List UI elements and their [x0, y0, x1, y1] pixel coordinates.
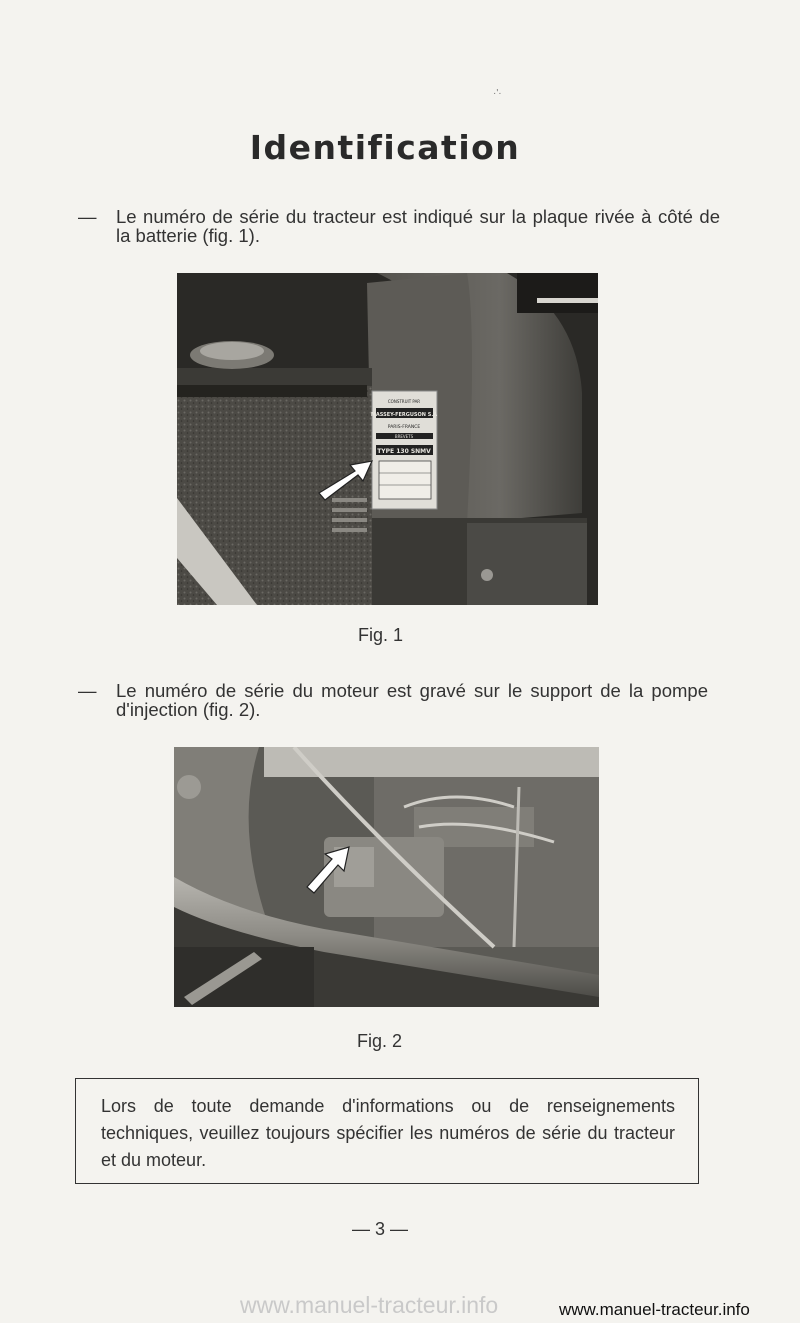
figure-2-caption: Fig. 2 — [357, 1031, 403, 1051]
plate-line-4: BREVETS — [394, 434, 414, 439]
tractor-serial-paragraph — [78, 207, 720, 249]
figure-1-caption: Fig. 1 — [358, 625, 404, 645]
watermark-gray: www.manuel-tracteur.info — [240, 1292, 499, 1318]
print-speck: ·'· — [493, 88, 502, 99]
plate-line-5: TYPE 130 SNMV — [377, 448, 431, 455]
bullet-dash: — — [78, 680, 97, 701]
paragraph-text: Le numéro de série du moteur est gravé sur le support de la pompe d'injection (fig. 2). — [116, 680, 708, 720]
engine-serial-paragraph — [78, 681, 708, 723]
plate-line-1: CONSTRUIT PAR — [387, 399, 421, 404]
figure-1-photo — [177, 273, 598, 605]
plate-line-2: MASSEY-FERGUSON S.A — [370, 412, 438, 418]
paragraph-text: Le numéro de série du tracteur est indiqué sur la plaque rivée à côté de la batterie (fig. 1). — [116, 206, 720, 246]
page-title: Identification — [249, 128, 521, 167]
plate-line-3: PARIS-FRANCE — [387, 425, 421, 430]
page-number: — 3 — — [352, 1219, 409, 1239]
info-box-text: Lors de toute demande d'informations ou de renseignements techniques, veuillez toujours spécifier les numéros de série du tracteur et du moteur. — [101, 1096, 675, 1170]
figure-2-photo — [174, 747, 599, 1007]
bullet-dash: — — [78, 206, 97, 227]
info-box — [75, 1078, 699, 1184]
watermark-black: www.manuel-tracteur.info — [559, 1300, 750, 1319]
id-plate — [371, 391, 437, 509]
